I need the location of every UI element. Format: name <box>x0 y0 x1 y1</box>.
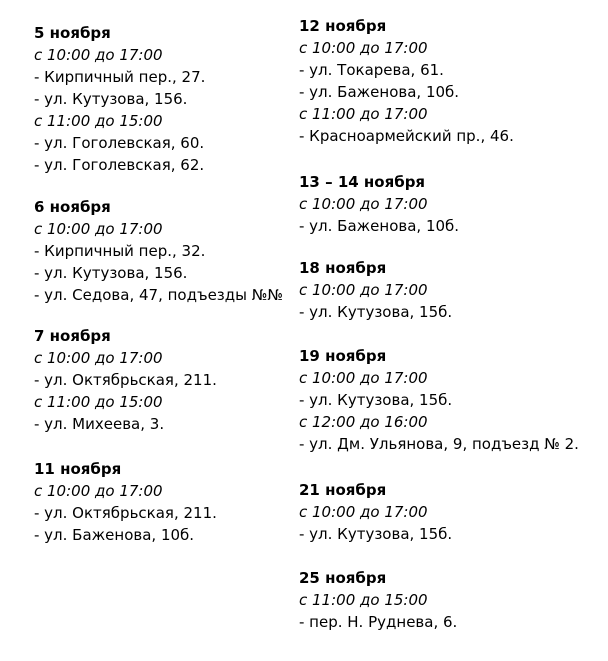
address-line: - ул. Кутузова, 15б. <box>299 303 453 321</box>
time-range: с 10:00 до 17:00 <box>34 220 163 238</box>
time-range: с 12:00 до 16:00 <box>299 413 428 431</box>
address-line: - ул. Кутузова, 156. <box>34 264 188 282</box>
address-line: - ул. Кутузова, 15б. <box>299 391 453 409</box>
day-block <box>34 325 217 435</box>
address-line: - ул. Гоголевская, 60. <box>34 134 205 152</box>
time-range: с 10:00 до 17:00 <box>34 482 163 500</box>
day-date: 11 ноября <box>34 460 122 478</box>
day-date: 5 ноября <box>34 24 111 42</box>
time-range: с 10:00 до 17:00 <box>299 281 428 299</box>
day-date: 18 ноября <box>299 259 387 277</box>
time-range: с 11:00 до 15:00 <box>299 591 428 609</box>
time-range: с 10:00 до 17:00 <box>299 39 428 57</box>
time-range: с 11:00 до 15:00 <box>34 393 163 411</box>
address-line: - пер. Н. Руднева, 6. <box>299 613 458 631</box>
address-line: - ул. Михеева, 3. <box>34 415 165 433</box>
address-line: - ул. Баженова, 10б. <box>299 83 460 101</box>
day-block <box>299 479 452 545</box>
day-block <box>299 257 452 323</box>
time-range: с 10:00 до 17:00 <box>299 195 428 213</box>
address-line: - ул. Баженова, 10б. <box>299 217 460 235</box>
address-line: - ул. Седова, 47, подъезды №№ <box>34 286 283 304</box>
time-range: с 10:00 до 17:00 <box>299 503 428 521</box>
address-line: - ул. Баженова, 10б. <box>34 526 195 544</box>
time-range: с 10:00 до 17:00 <box>34 46 163 64</box>
day-date: 19 ноября <box>299 347 387 365</box>
day-date: 6 ноября <box>34 198 111 216</box>
day-date: 12 ноября <box>299 17 387 35</box>
time-range: с 10:00 до 17:00 <box>299 369 428 387</box>
address-line: - ул. Кутузова, 156. <box>34 90 188 108</box>
time-range: с 10:00 до 17:00 <box>34 349 163 367</box>
address-line: - ул. Октябрьская, 211. <box>34 371 217 389</box>
address-line: - ул. Октябрьская, 211. <box>34 504 217 522</box>
address-line: - ул. Кутузова, 15б. <box>299 525 453 543</box>
day-block <box>299 171 459 237</box>
time-range: с 11:00 до 15:00 <box>34 112 163 130</box>
day-block <box>34 458 217 546</box>
day-block <box>34 22 205 176</box>
day-date: 13 – 14 ноября <box>299 173 426 191</box>
address-line: - Красноармейский пр., 46. <box>299 127 514 145</box>
time-range: с 11:00 до 17:00 <box>299 105 428 123</box>
address-line: - ул. Гоголевская, 62. <box>34 156 205 174</box>
day-date: 7 ноября <box>34 327 111 345</box>
day-date: 25 ноября <box>299 569 387 587</box>
day-block <box>299 15 514 147</box>
day-block <box>299 345 579 455</box>
address-line: - Кирпичный пер., 32. <box>34 242 206 260</box>
day-block <box>299 567 457 633</box>
address-line: - Кирпичный пер., 27. <box>34 68 206 86</box>
day-block <box>34 196 283 306</box>
address-line: - ул. Дм. Ульянова, 9, подъезд № 2. <box>299 435 579 453</box>
address-line: - ул. Токарева, 61. <box>299 61 444 79</box>
day-date: 21 ноября <box>299 481 387 499</box>
